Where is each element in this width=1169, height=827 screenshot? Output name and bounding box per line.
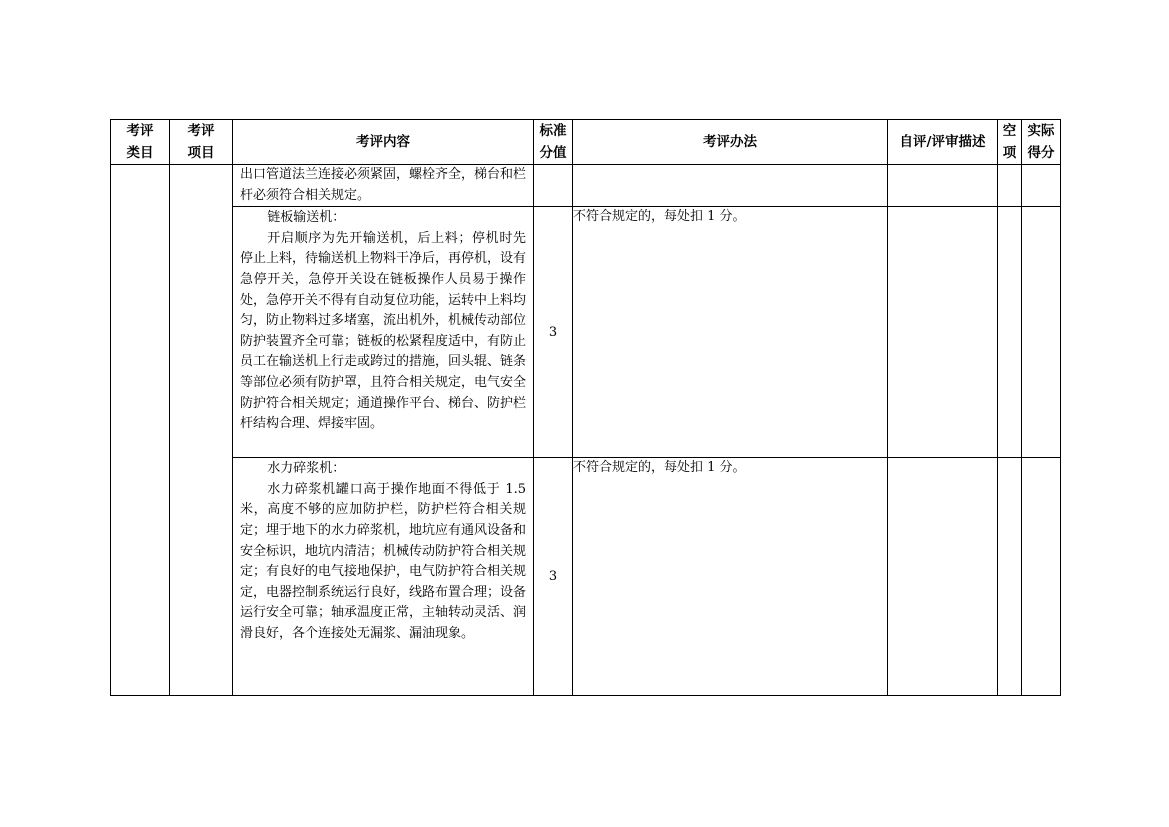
header-category: 考评类目 bbox=[111, 120, 170, 165]
header-blank: 空项 bbox=[998, 120, 1022, 165]
header-self-review: 自评/评审描述 bbox=[888, 120, 998, 165]
header-item: 考评项目 bbox=[170, 120, 233, 165]
content-cell bbox=[233, 458, 534, 696]
table-header-row bbox=[111, 120, 1061, 165]
actual-score-cell bbox=[1022, 458, 1061, 696]
content-title: 水力碎浆机： bbox=[267, 461, 346, 477]
actual-score-cell bbox=[1022, 165, 1061, 207]
header-method: 考评办法 bbox=[573, 120, 888, 165]
self-review-cell bbox=[888, 207, 998, 458]
item-cell bbox=[170, 165, 233, 696]
actual-score-cell bbox=[1022, 207, 1061, 458]
header-content: 考评内容 bbox=[233, 120, 534, 165]
method-cell bbox=[573, 165, 888, 207]
content-cell bbox=[233, 207, 534, 458]
header-standard-score: 标准分值 bbox=[534, 120, 573, 165]
content-cell bbox=[233, 165, 534, 207]
category-cell bbox=[111, 165, 170, 696]
evaluation-table bbox=[110, 119, 1061, 696]
table-row bbox=[111, 165, 1061, 207]
score-cell bbox=[534, 165, 573, 207]
content-text: 出口管道法兰连接必须紧固，螺栓齐全，梯台和栏杆必须符合相关规定。 bbox=[240, 167, 527, 203]
method-cell: 不符合规定的，每处扣 1 分。 bbox=[573, 207, 888, 458]
content-text: 水力碎浆机罐口高于操作地面不得低于 1.5 米，高度不够的应加防护栏，防护栏符合相关规定；埋于地下的水力碎浆机，地坑应有通风设备和安全标识，地坑内清洁；机械传动防护符合相关规定；有良好的电气接地保护，电气防护符合相关规定，电器控制系统运行良好，线路布置合理；设备运行安全可靠；轴承温度正常，主轴转动灵活、润滑良好，各个连接处无漏浆、漏油现象。 bbox=[240, 481, 527, 641]
score-cell: 3 bbox=[534, 207, 573, 458]
blank-cell bbox=[998, 458, 1022, 696]
method-cell: 不符合规定的，每处扣 1 分。 bbox=[573, 458, 888, 696]
header-actual-score: 实际得分 bbox=[1022, 120, 1061, 165]
score-cell: 3 bbox=[534, 458, 573, 696]
self-review-cell bbox=[888, 458, 998, 696]
self-review-cell bbox=[888, 165, 998, 207]
blank-cell bbox=[998, 207, 1022, 458]
table-row bbox=[111, 207, 1061, 458]
content-text: 开启顺序为先开输送机，后上料；停机时先停止上料，待输送机上物料干净后，再停机，设有急停开关，急停开关设在链板操作人员易于操作处，急停开关不得有自动复位功能，运转中上料均匀，防止物料过多堵塞，流出机外，机械传动部位防护装置齐全可靠；链板的松紧程度适中，有防止员工在输送机上行走或跨过的措施，回头辊、链条等部位必须有防护罩，且符合相关规定，电气安全防护符合相关规定；通道操作平台、梯台、防护栏杆结构合理、焊接牢固。 bbox=[240, 230, 527, 432]
content-title: 链板输送机： bbox=[267, 210, 346, 226]
table-row bbox=[111, 458, 1061, 696]
blank-cell bbox=[998, 165, 1022, 207]
